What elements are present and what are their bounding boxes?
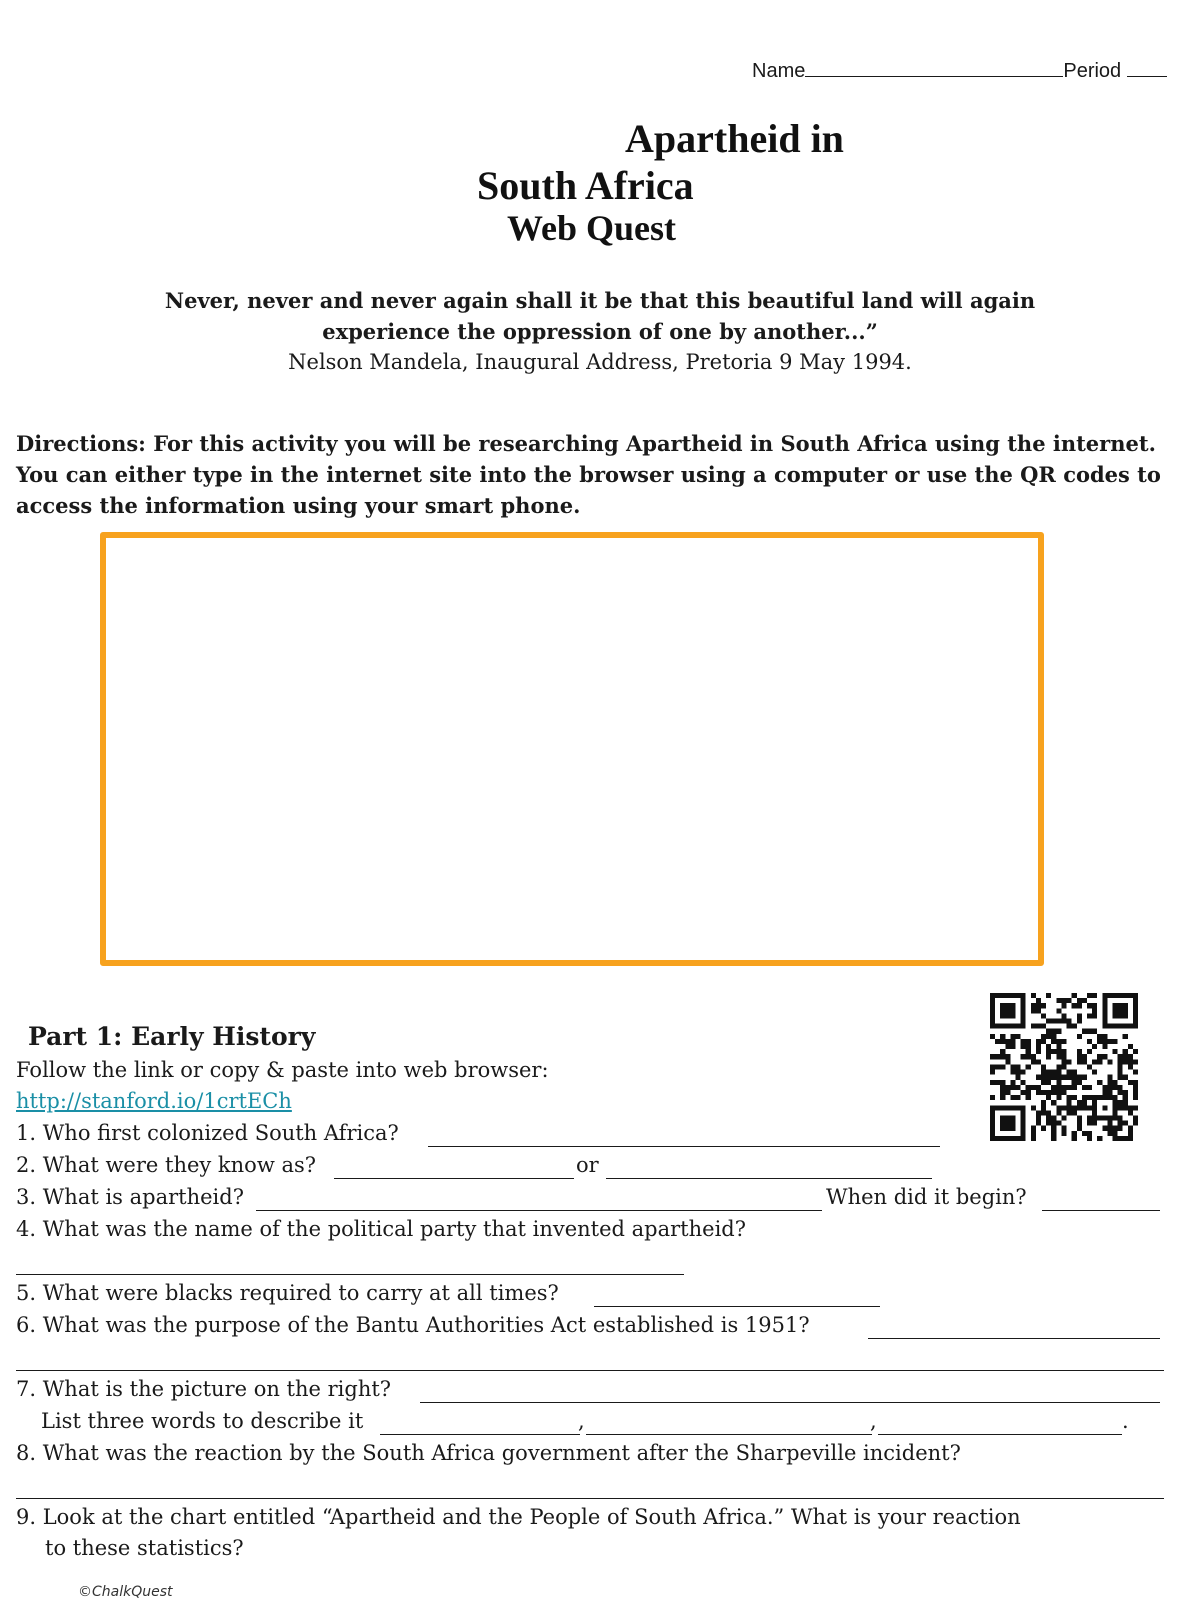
answer-line-8[interactable] xyxy=(16,1498,1164,1499)
quote-line-1: Never, never and never again shall it be that this beautiful land will again xyxy=(164,288,1036,313)
period-blank[interactable] xyxy=(1127,75,1167,77)
answer-line-5[interactable] xyxy=(594,1306,880,1307)
question-9-line-2: to these statistics? xyxy=(45,1536,244,1560)
question-3b: When did it begin? xyxy=(826,1185,1027,1209)
answer-line-1[interactable] xyxy=(428,1146,940,1147)
question-8: 8. What was the reaction by the South Africa government after the Sharpeville incident? xyxy=(16,1441,961,1465)
question-1: 1. Who first colonized South Africa? xyxy=(16,1121,399,1145)
part1-link[interactable]: http://stanford.io/1crtECh xyxy=(16,1089,292,1113)
part1-instruction: Follow the link or copy & paste into web browser: xyxy=(16,1058,549,1082)
period-label: Period xyxy=(1063,60,1122,82)
answer-line-3a[interactable] xyxy=(256,1210,822,1211)
quote-attribution: Nelson Mandela, Inaugural Address, Pretoria 9 May 1994. xyxy=(288,350,912,374)
comma-2: , xyxy=(870,1409,877,1433)
name-label: Name xyxy=(752,60,806,82)
question-7-sub: List three words to describe it xyxy=(41,1409,364,1433)
directions-text: Directions: For this activity you will be researching Apartheid in South Africa using the internet. You can either type in the internet site into the browser using a computer or use the QR codes to access the information using your smart phone. xyxy=(16,431,1161,518)
name-blank[interactable] xyxy=(805,75,1063,77)
answer-line-6a[interactable] xyxy=(868,1338,1160,1339)
question-7: 7. What is the picture on the right? xyxy=(16,1377,392,1401)
title-line-1: Apartheid in xyxy=(625,116,844,161)
comma-1: , xyxy=(578,1409,585,1433)
image-frame xyxy=(100,532,1044,966)
footer-copyright: ©ChalkQuest xyxy=(78,1584,173,1600)
period-mark: . xyxy=(1122,1409,1129,1433)
answer-line-7-word1[interactable] xyxy=(380,1434,580,1435)
question-6: 6. What was the purpose of the Bantu Authorities Act established is 1951? xyxy=(16,1313,810,1337)
question-5: 5. What were blacks required to carry at all times? xyxy=(16,1281,559,1305)
quote-line-2: experience the oppression of one by another...” xyxy=(322,319,878,344)
question-9-line-1: 9. Look at the chart entitled “Apartheid and the People of South Africa.” What is your reaction xyxy=(16,1505,1021,1529)
answer-line-2b[interactable] xyxy=(606,1178,932,1179)
title-line-2: South Africa xyxy=(477,163,694,208)
answer-line-6b[interactable] xyxy=(16,1370,1164,1371)
question-2: 2. What were they know as? xyxy=(16,1153,317,1177)
question-4: 4. What was the name of the political party that invented apartheid? xyxy=(16,1217,746,1241)
answer-line-7-word2[interactable] xyxy=(586,1434,872,1435)
answer-line-3b[interactable] xyxy=(1042,1210,1160,1211)
title-line-3: Web Quest xyxy=(507,208,677,248)
question-2-or: or xyxy=(576,1153,599,1177)
part1-heading: Part 1: Early History xyxy=(28,1022,316,1051)
answer-line-4[interactable] xyxy=(16,1274,684,1275)
answer-line-2a[interactable] xyxy=(334,1178,574,1179)
answer-line-7[interactable] xyxy=(420,1402,1160,1403)
question-3: 3. What is apartheid? xyxy=(16,1185,244,1209)
qr-code-icon xyxy=(990,993,1138,1141)
name-period-header xyxy=(752,60,1167,83)
answer-line-7-word3[interactable] xyxy=(878,1434,1122,1435)
